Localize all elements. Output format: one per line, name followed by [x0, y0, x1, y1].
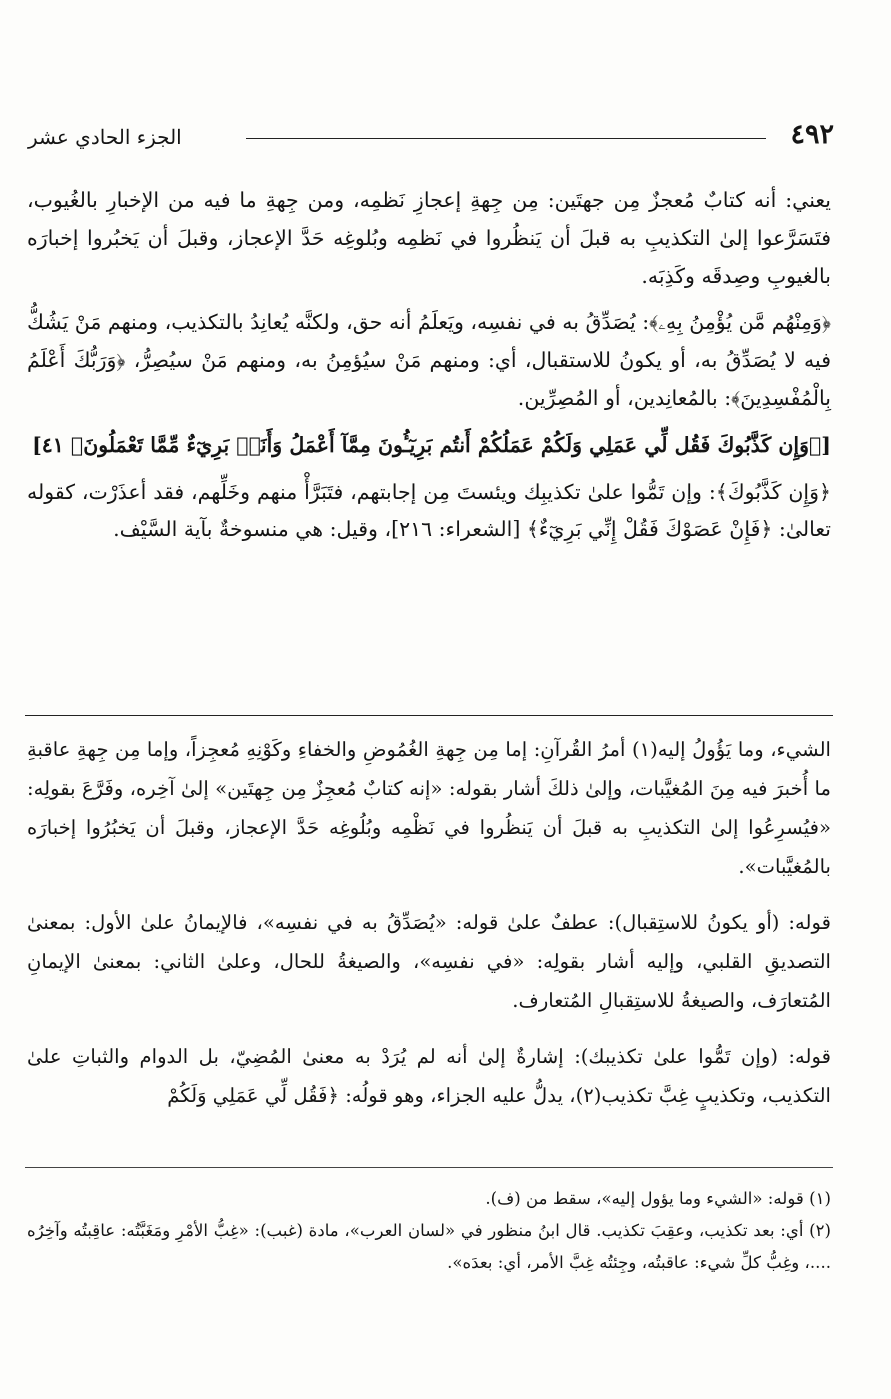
commentary-paragraph: قوله: (أو يكونُ للاستِقبال): عطفٌ علىٰ قوله: «يُصَدِّقُ به في نفسِه»، فالإيمانُ علىٰ الأول: بمعنىٰ التصديقِ القلبي، وإليه أشار بقولِه: «في نفسِه»، والصيغةُ للحال، وعلىٰ الثاني: بمعنىٰ الإيمانِ المُتعارَف، والصيغةُ للاستِقبالِ المُتعارف.: [27, 911, 831, 1012]
main-paragraph: ﴿وَإِن كَذَّبُوكَ﴾: وإن تَمُّوا علىٰ تكذيبِك ويئستَ مِن إجابتهم، فتَبَرَّأْ منهم وخَلِّهم، فقد أعذَرْت، كقوله تعالىٰ: ﴿فَإِنْ عَصَوْكَ فَقُلْ إِنِّي بَرِيٓءٌ﴾ [الشعراء: ٢١٦]، وقيل: هي منسوخةٌ بآية السَّيْف.: [27, 479, 831, 542]
header-rule: [246, 138, 766, 139]
quran-verse: [﴿وَإِن كَذَّبُوكَ فَقُل لِّي عَمَلِي وَلَكُمْ عَمَلُكُمْ أَنتُم بَرِيٓـُٔونَ مِمَّآ أَعْمَلُ وَأَنَا۠ بَرِيٓءٌ مِّمَّا تَعْمَلُونَ﴾ ٤١]: [32, 432, 831, 457]
main-text: [27, 182, 831, 558]
footnote: (٢) أي: بعد تكذيب، وعقِبَ تكذيب. قال ابنُ منظور في «لسان العرب»، مادة (غبب): «غِبُّ الأمْرِ ومَغَبَّتُه: عاقِبتُه وآخِرُه ....، وغِبُّ كلِّ شيء: عاقبتُه، وجِئتُه غِبَّ الأمر، أي: بعدَه».: [27, 1221, 831, 1272]
commentary-paragraph: الشيء، وما يَؤُولُ إليه(١) أمرُ القُرآنِ: إما مِن جِهةِ الغُمُوضِ والخفاءِ وكَوْنِهِ مُعجِزاً، وإما مِن جِهةِ عاقبةِ ما أُخبرَ فيه مِنَ المُغيَّبات، وإلىٰ ذلكَ أشار بقوله: «إنه كتابٌ مُعجِزٌ مِن جِهتَين» إلىٰ آخِره، وفَرَّعَ بقولِه: «فيُسرِعُوا إلىٰ التكذيبِ به قبلَ أن يَنظُروا في نَظْمِه وبُلُوغِه حَدَّ الإعجاز، وقبلَ أن يَخبُرُوا إخبارَه بالمُغيَّبات».: [27, 738, 831, 878]
part-title: الجزء الحادي عشر: [28, 125, 182, 149]
commentary-text: [27, 730, 831, 1132]
page-number: ٤٩٢: [790, 119, 834, 150]
footnotes: [27, 1183, 831, 1279]
footnote-divider: [25, 1167, 833, 1168]
main-paragraph: يعني: أنه كتابٌ مُعجزٌ مِن جهتَين: مِن جِهةِ إعجازِ نَظمِه، ومن جِهةِ ما فيه من الإخبارِ بالغُيوب، فتَسَرَّعوا إلىٰ التكذيبِ به قبلَ أن يَنظُروا في نَظمِه وبُلوغِه حَدَّ الإعجاز، وقبلَ أن يَخبُروا إخبارَه بالغيوبِ وصِدقَه وكَذِبَه.: [27, 188, 831, 288]
main-paragraph: ﴿وَمِنْهُم مَّن يُؤْمِنُ بِهِۦ﴾: يُصَدِّقُ به في نفسِه، ويَعلَمُ أنه حق، ولكنَّه يُعانِدُ بالتكذيب، ومنهم مَنْ يَشُكُّ فيه لا يُصَدِّقُ به، أو يكونُ للاستقبال، أي: ومنهم مَنْ سيُؤمِنُ به، ومنهم مَنْ سيُصِرُّ، ﴿وَرَبُّكَ أَعْلَمُ بِالْمُفْسِدِينَ﴾: بالمُعانِدين، أو المُصِرِّين.: [27, 310, 831, 410]
commentary-paragraph: قوله: (وإن تَمُّوا علىٰ تكذيبك): إشارةٌ إلىٰ أنه لم يُرَدْ به معنىٰ المُضِيّ، بل الدوام والثباتِ علىٰ التكذيب، وتكذيبٍ غِبَّ تكذيب(٢)، يدلُّ عليه الجزاء، وهو قولُه: ﴿فَقُل لِّي عَمَلِي وَلَكُمْ: [27, 1045, 831, 1107]
footnote: (١) قوله: «الشيء وما يؤول إليه»، سقط من (ف).: [485, 1189, 831, 1208]
page-header: [28, 118, 834, 158]
commentary-divider: [25, 715, 833, 716]
